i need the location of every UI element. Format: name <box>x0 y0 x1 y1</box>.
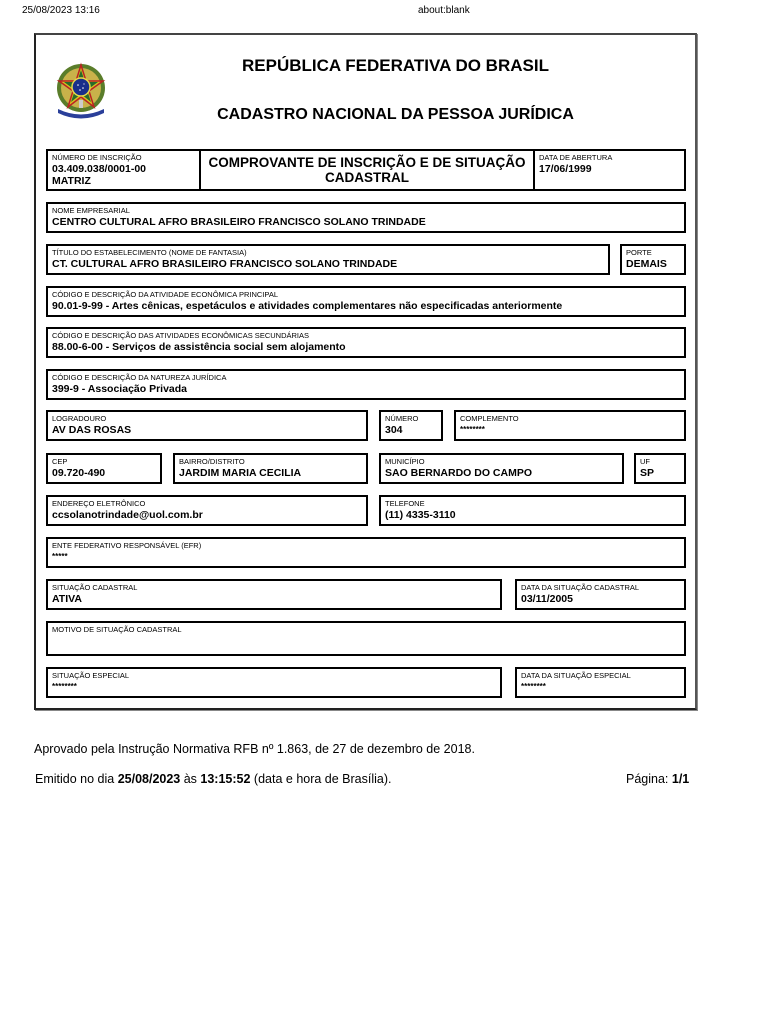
field-value: ******** <box>460 425 485 434</box>
field-label: MOTIVO DE SITUAÇÃO CADASTRAL <box>52 625 182 634</box>
field-label: DATA DE ABERTURA <box>539 153 613 162</box>
field-uf <box>634 453 686 484</box>
field-value: CENTRO CULTURAL AFRO BRASILEIRO FRANCISCO SOLANO TRINDADE <box>52 216 426 228</box>
field-label: SITUAÇÃO CADASTRAL <box>52 583 138 592</box>
field-value: ATIVA <box>52 593 82 605</box>
field-value: ******** <box>52 682 77 691</box>
field-titulo-estabelecimento <box>46 244 610 275</box>
field-label: CÓDIGO E DESCRIÇÃO DA ATIVIDADE ECONÔMICA PRINCIPAL <box>52 290 279 299</box>
receipt-title-box <box>199 149 535 191</box>
field-data-situacao-especial <box>515 667 686 698</box>
field-label: MUNICÍPIO <box>385 457 425 466</box>
field-label: CEP <box>52 457 68 466</box>
field-porte <box>620 244 686 275</box>
field-label: NOME EMPRESARIAL <box>52 206 130 215</box>
cnpj-card <box>34 33 697 710</box>
approval-note: Aprovado pela Instrução Normativa RFB nº 1.863, de 27 de dezembro de 2018. <box>34 742 475 756</box>
field-value: SAO BERNARDO DO CAMPO <box>385 467 533 479</box>
field-value: 88.00-6-00 - Serviços de assistência social sem alojamento <box>52 341 346 353</box>
field-label: NÚMERO DE INSCRIÇÃO <box>52 153 142 162</box>
field-natureza-juridica <box>46 369 686 400</box>
field-label: COMPLEMENTO <box>460 414 519 423</box>
field-value-tipo: MATRIZ <box>52 175 91 187</box>
field-label: UF <box>640 457 650 466</box>
field-email <box>46 495 368 526</box>
field-label: CÓDIGO E DESCRIÇÃO DAS ATIVIDADES ECONÔMICAS SECUNDÁRIAS <box>52 331 309 340</box>
page-label: Página: <box>626 772 672 786</box>
field-value: CT. CULTURAL AFRO BRASILEIRO FRANCISCO SOLANO TRINDADE <box>52 258 398 270</box>
emission-suffix: (data e hora de Brasília). <box>250 772 392 786</box>
receipt-title <box>201 155 533 185</box>
print-url: about:blank <box>418 5 470 16</box>
field-value: 03.409.038/0001-00 <box>52 163 147 175</box>
field-value: 09.720-490 <box>52 467 106 479</box>
field-label: LOGRADOURO <box>52 414 107 423</box>
field-label: ENTE FEDERATIVO RESPONSÁVEL (EFR) <box>52 541 202 550</box>
document-subtitle: CADASTRO NACIONAL DA PESSOA JURÍDICA <box>217 106 574 123</box>
field-value: DEMAIS <box>626 258 667 270</box>
field-atividade-principal <box>46 286 686 317</box>
field-label: NÚMERO <box>385 414 419 423</box>
field-label: CÓDIGO E DESCRIÇÃO DA NATUREZA JURÍDICA <box>52 373 227 382</box>
field-logradouro <box>46 410 368 441</box>
field-efr <box>46 537 686 568</box>
field-numero <box>379 410 443 441</box>
field-value: JARDIM MARIA CECILIA <box>179 467 302 479</box>
field-data-abertura <box>533 149 686 191</box>
field-nome-empresarial <box>46 202 686 233</box>
field-situacao-especial <box>46 667 502 698</box>
field-complemento <box>454 410 686 441</box>
field-label: TÍTULO DO ESTABELECIMENTO (NOME DE FANTASIA) <box>52 248 247 257</box>
field-label: TELEFONE <box>385 499 425 508</box>
field-value: ******** <box>521 682 546 691</box>
field-label: DATA DA SITUAÇÃO ESPECIAL <box>521 671 631 680</box>
emission-mid: às <box>180 772 201 786</box>
field-motivo-situacao <box>46 621 686 656</box>
field-label: PORTE <box>626 248 652 257</box>
emission-time: 13:15:52 <box>200 772 251 786</box>
emission-prefix: Emitido no dia <box>35 772 118 786</box>
field-municipio <box>379 453 624 484</box>
field-value: 304 <box>385 424 403 436</box>
receipt-title-line2: CADASTRAL <box>325 170 409 185</box>
field-label: SITUAÇÃO ESPECIAL <box>52 671 130 680</box>
field-value: (11) 4335-3110 <box>385 509 456 521</box>
emission-note <box>35 772 392 786</box>
field-label: ENDEREÇO ELETRÔNICO <box>52 499 146 508</box>
field-data-situacao-cadastral <box>515 579 686 610</box>
print-datetime: 25/08/2023 13:16 <box>22 5 100 16</box>
page-number <box>626 772 689 786</box>
field-atividades-secundarias <box>46 327 686 358</box>
field-value: 90.01-9-99 - Artes cênicas, espetáculos e atividades complementares não especificadas anteriormente <box>52 300 563 312</box>
field-value: 399-9 - Associação Privada <box>52 383 188 395</box>
emission-date: 25/08/2023 <box>117 772 181 786</box>
field-value: AV DAS ROSAS <box>52 424 132 436</box>
field-cep <box>46 453 162 484</box>
field-label: DATA DA SITUAÇÃO CADASTRAL <box>521 583 640 592</box>
receipt-title-line1: COMPROVANTE DE INSCRIÇÃO E DE SITUAÇÃO <box>208 155 526 170</box>
field-numero-inscricao <box>46 149 201 191</box>
field-value: ***** <box>52 552 68 561</box>
field-telefone <box>379 495 686 526</box>
field-value: 17/06/1999 <box>539 163 592 175</box>
field-label: BAIRRO/DISTRITO <box>179 457 245 466</box>
field-value: SP <box>640 467 655 479</box>
field-value: 03/11/2005 <box>521 593 573 605</box>
field-situacao-cadastral <box>46 579 502 610</box>
document-title: REPÚBLICA FEDERATIVA DO BRASIL <box>242 56 549 75</box>
page-value: 1/1 <box>671 772 690 786</box>
field-value: ccsolanotrindade@uol.com.br <box>52 509 203 521</box>
field-bairro <box>173 453 368 484</box>
